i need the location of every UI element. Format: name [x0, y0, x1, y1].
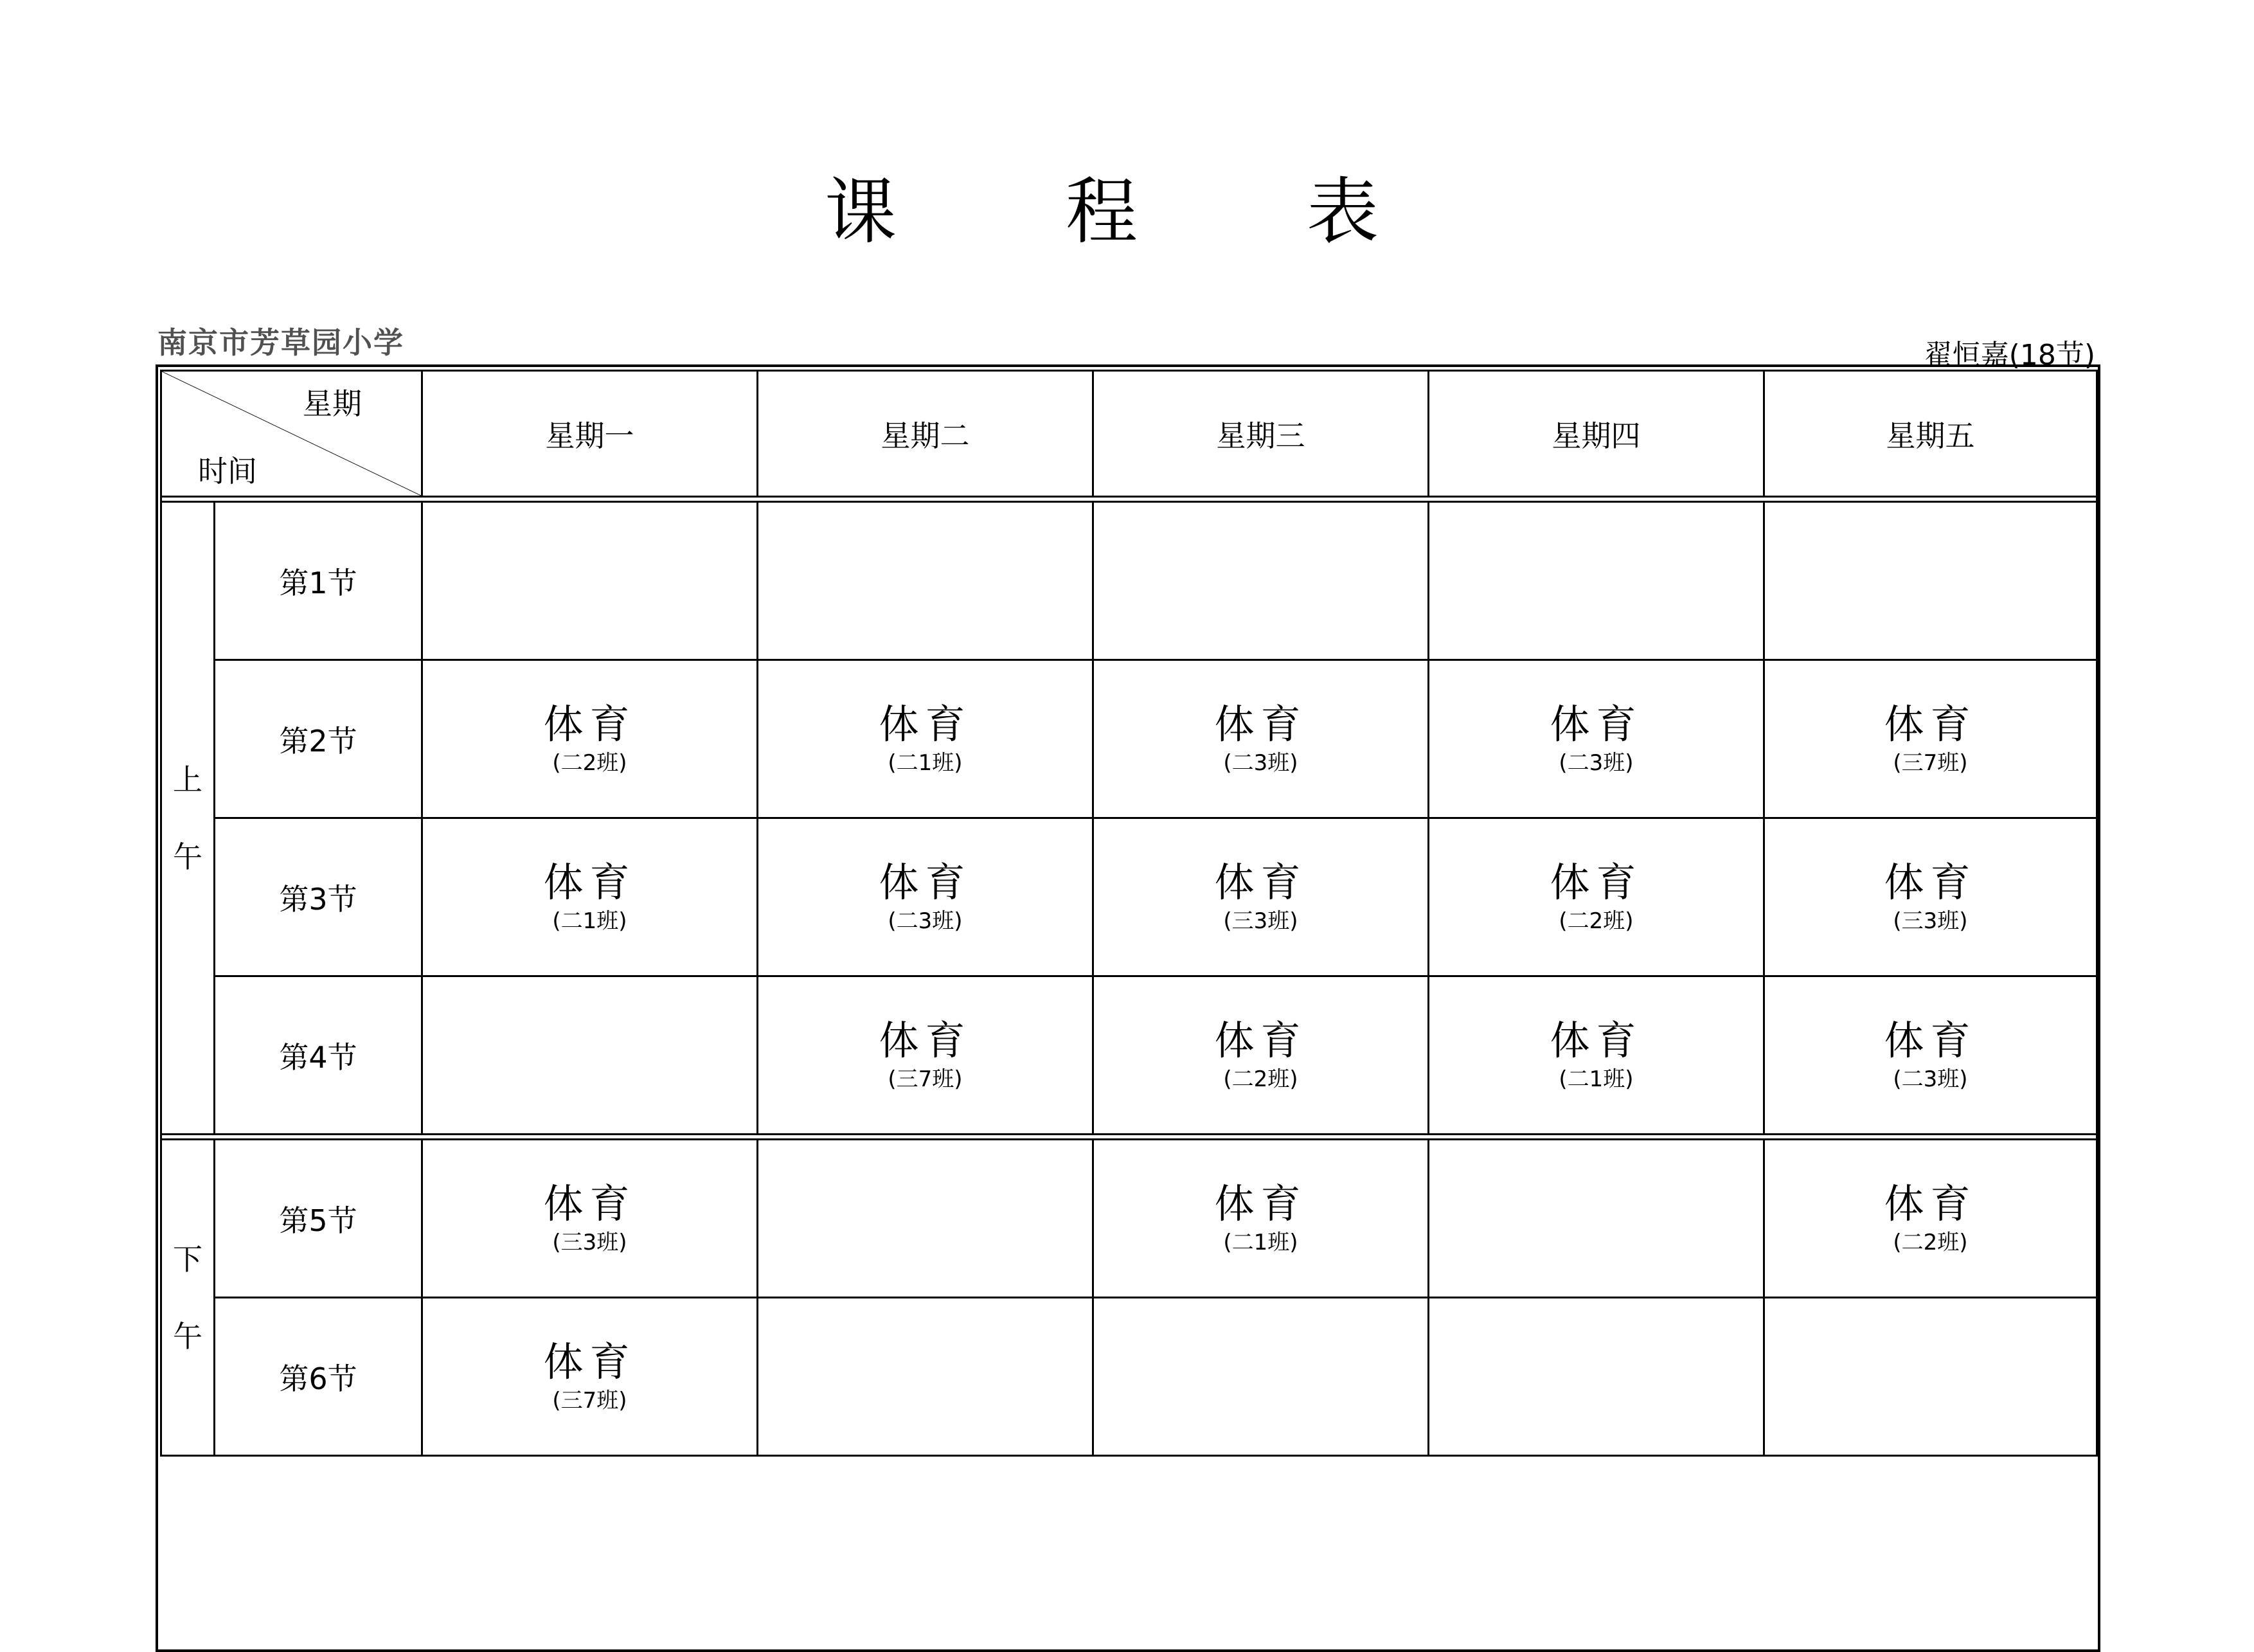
day-header: 星期一 [422, 371, 758, 497]
schedule-cell [422, 818, 758, 976]
schedule-cell [1093, 1140, 1429, 1298]
period-label: 第4节 [215, 976, 422, 1135]
schedule-cell [1764, 976, 2097, 1135]
subject-label: 体育 [1550, 1016, 1643, 1064]
class-label: (三7班) [552, 1387, 627, 1414]
schedule-cell [422, 502, 758, 660]
class-label: (二3班) [1559, 750, 1634, 776]
school-name: 南京市芳草园小学 [157, 325, 404, 360]
period-label: 第1节 [215, 502, 422, 660]
schedule-cell [758, 818, 1093, 976]
schedule-cell [1429, 660, 1764, 818]
table-divider [161, 497, 2097, 502]
corner-label-time: 时间 [198, 454, 257, 489]
morning-label: 上 午 [161, 502, 215, 1135]
schedule-cell [1764, 1298, 2097, 1456]
schedule-cell [1093, 976, 1429, 1135]
title-char-1: 课 [825, 170, 897, 254]
corner-cell [161, 371, 422, 497]
table-row [161, 976, 2097, 1135]
subject-label: 体育 [543, 1338, 636, 1385]
class-label: (二2班) [1893, 1229, 1968, 1255]
period-label: 第3节 [215, 818, 422, 976]
schedule-cell [1764, 502, 2097, 660]
schedule-cell [1764, 1140, 2097, 1298]
subject-label: 体育 [1884, 1180, 1977, 1227]
class-label: (二2班) [552, 750, 627, 776]
subject-label: 体育 [1550, 858, 1643, 906]
class-label: (二2班) [1223, 1066, 1298, 1092]
schedule-cell [1764, 818, 2097, 976]
subject-label: 体育 [1550, 700, 1643, 748]
table-row [161, 1298, 2097, 1456]
corner-label-weekday: 星期 [303, 386, 362, 421]
day-header: 星期三 [1093, 371, 1429, 497]
subject-label: 体育 [1884, 1016, 1977, 1064]
schedule-cell [1093, 502, 1429, 660]
schedule-cell [1429, 1140, 1764, 1298]
subject-label: 体育 [879, 858, 972, 906]
table-row [161, 660, 2097, 818]
schedule-table [160, 370, 2098, 1457]
class-label: (三3班) [1893, 908, 1968, 934]
class-label: (三7班) [1893, 750, 1968, 776]
table-row [161, 1140, 2097, 1298]
schedule-cell [758, 1140, 1093, 1298]
period-label: 第2节 [215, 660, 422, 818]
schedule-cell [1093, 1298, 1429, 1456]
subject-label: 体育 [1214, 858, 1307, 906]
day-header: 星期五 [1764, 371, 2097, 497]
class-label: (二3班) [1223, 750, 1298, 776]
schedule-cell [422, 976, 758, 1135]
afternoon-label: 下 午 [161, 1140, 215, 1456]
schedule-cell [758, 1298, 1093, 1456]
class-label: (二1班) [552, 908, 627, 934]
schedule-cell [422, 1298, 758, 1456]
table-divider [161, 1135, 2097, 1140]
subject-label: 体育 [543, 1180, 636, 1227]
class-label: (二1班) [1559, 1066, 1634, 1092]
schedule-cell [1429, 818, 1764, 976]
class-label: (二3班) [888, 908, 963, 934]
class-label: (二1班) [888, 750, 963, 776]
subject-label: 体育 [879, 1016, 972, 1064]
table-row [161, 818, 2097, 976]
schedule-cell [1429, 1298, 1764, 1456]
class-label: (三7班) [888, 1066, 963, 1092]
class-label: (三3班) [1223, 908, 1298, 934]
day-header: 星期二 [758, 371, 1093, 497]
period-label: 第5节 [215, 1140, 422, 1298]
subject-label: 体育 [1214, 700, 1307, 748]
subject-label: 体育 [1884, 858, 1977, 906]
schedule-cell [758, 502, 1093, 660]
title-char-3: 表 [1307, 170, 1379, 254]
title-char-2: 程 [1066, 170, 1138, 254]
class-label: (二2班) [1559, 908, 1634, 934]
subject-label: 体育 [1884, 700, 1977, 748]
period-label: 第6节 [215, 1298, 422, 1456]
schedule-cell [422, 660, 758, 818]
class-label: (三3班) [552, 1229, 627, 1255]
schedule-cell [1093, 818, 1429, 976]
table-row [161, 502, 2097, 660]
schedule-cell [1429, 502, 1764, 660]
subject-label: 体育 [1214, 1180, 1307, 1227]
schedule-cell [758, 976, 1093, 1135]
class-label: (二3班) [1893, 1066, 1968, 1092]
schedule-cell [1429, 976, 1764, 1135]
teacher-name: 翟恒嘉(18节) [1924, 339, 2095, 372]
schedule-cell [1093, 660, 1429, 818]
schedule-cell [758, 660, 1093, 818]
subject-label: 体育 [1214, 1016, 1307, 1064]
subject-label: 体育 [543, 858, 636, 906]
subject-label: 体育 [879, 700, 972, 748]
class-label: (二1班) [1223, 1229, 1298, 1255]
schedule-cell [1764, 660, 2097, 818]
schedule-cell [422, 1140, 758, 1298]
day-header: 星期四 [1429, 371, 1764, 497]
subject-label: 体育 [543, 700, 636, 748]
